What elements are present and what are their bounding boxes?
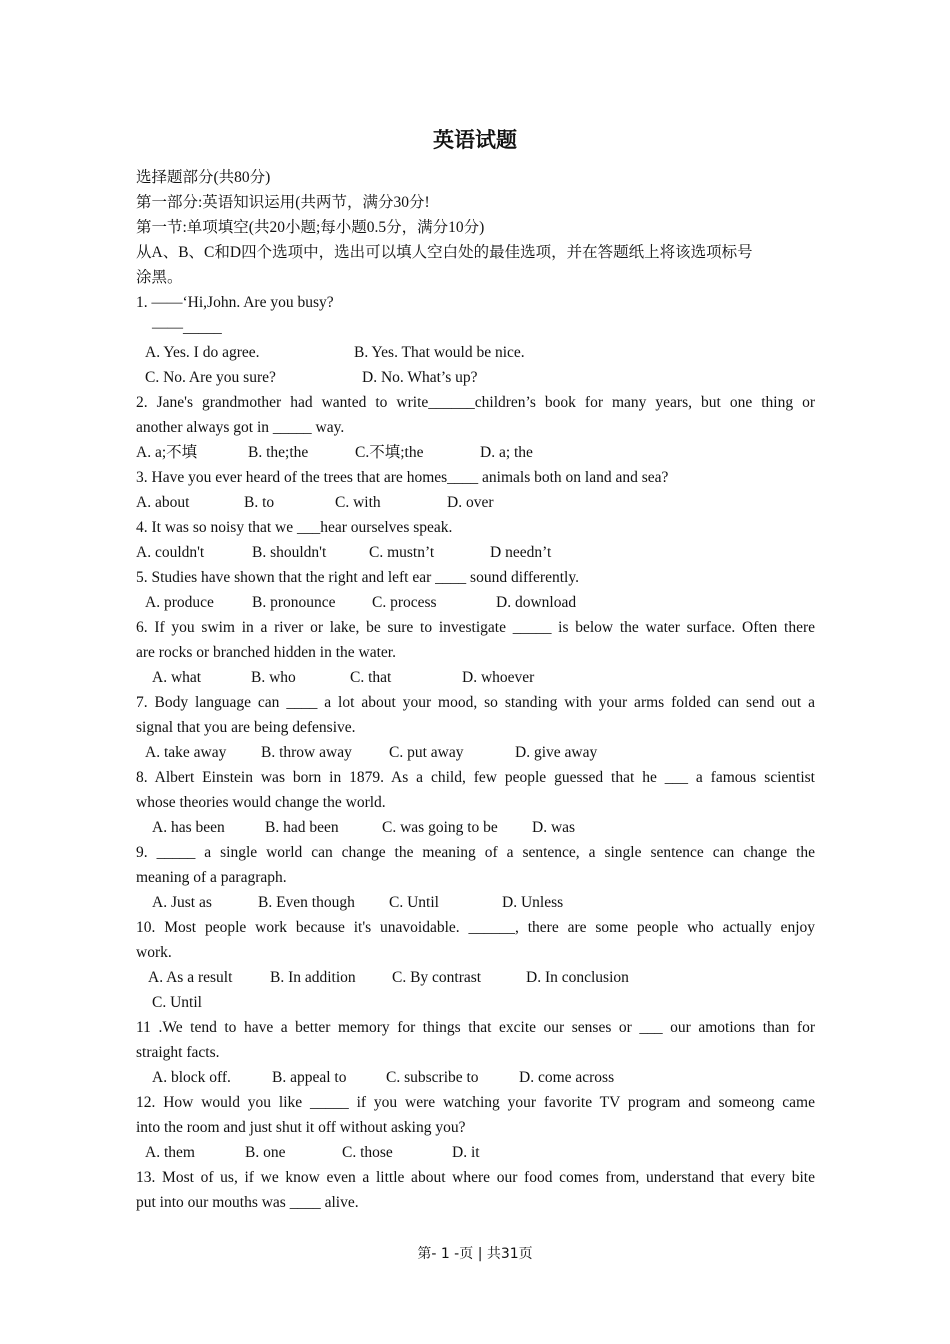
question-1-stem: 1. ——‘Hi,John. Are you busy? xyxy=(136,294,334,311)
question-11-stem: straight facts. xyxy=(136,1044,220,1061)
option-b: B. Yes. That would be nice. xyxy=(354,344,525,361)
option-b: B. throw away xyxy=(261,744,352,761)
option-a: A. about xyxy=(136,494,190,511)
option-c: C. process xyxy=(372,594,437,611)
option-d: D needn’t xyxy=(490,544,552,561)
question-1-reply: ——_____ xyxy=(152,319,222,336)
option-c: C. By contrast xyxy=(392,969,482,986)
option-a: A. produce xyxy=(145,594,214,611)
option-b: B. appeal to xyxy=(272,1069,347,1086)
option-d: D. was xyxy=(532,819,576,836)
option-a: A. block off. xyxy=(152,1069,231,1086)
option-c: C. mustn’t xyxy=(369,544,435,561)
section-header: 第一部分:英语知识运用(共两节，满分30分! xyxy=(136,194,430,211)
option-a: A. a;不填 xyxy=(136,444,198,461)
question-9-stem: meaning of a paragraph. xyxy=(136,869,287,886)
question-13-stem: 13. Most of us, if we know even a little about where our food comes from, understand that every bite xyxy=(136,1169,815,1186)
option-c: C. with xyxy=(335,494,381,511)
option-d: D. a; the xyxy=(480,444,533,461)
option-c: C. Until xyxy=(389,894,439,911)
question-6-stem: 6. If you swim in a river or lake, be sure to investigate _____ is below the water surface. Often there xyxy=(136,619,815,636)
option-c: C. No. Are you sure? xyxy=(145,369,276,386)
section-header: 第一节:单项填空(共20小题;每小题0.5分，满分10分) xyxy=(136,219,485,236)
option-d: D. come across xyxy=(519,1069,615,1086)
option-a: A. As a result xyxy=(148,969,233,986)
question-8-stem: 8. Albert Einstein was born in 1879. As a child, few people guessed that he ___ a famous scientist xyxy=(136,769,815,786)
option-d: D. whoever xyxy=(462,669,535,686)
question-5-stem: 5. Studies have shown that the right and left ear ____ sound differently. xyxy=(136,569,579,586)
option-d: D. No. What’s up? xyxy=(362,369,478,386)
option-b: B. shouldn't xyxy=(252,544,327,561)
option-a: A. Just as xyxy=(152,894,212,911)
question-2-stem: another always got in _____ way. xyxy=(136,419,345,436)
question-3-stem: 3. Have you ever heard of the trees that are homes____ animals both on land and sea? xyxy=(136,469,669,486)
question-8-stem: whose theories would change the world. xyxy=(136,794,386,811)
option-b: B. who xyxy=(251,669,296,686)
question-13-stem: put into our mouths was ____ alive. xyxy=(136,1194,359,1211)
option-d: D. it xyxy=(452,1144,480,1161)
page-title: 英语试题 xyxy=(433,128,517,152)
option-d: D. Unless xyxy=(502,894,564,911)
option-a: A. them xyxy=(145,1144,195,1161)
option-c: C. that xyxy=(350,669,392,686)
option-a: A. what xyxy=(152,669,202,686)
option-a: A. has been xyxy=(152,819,225,836)
option-b: B. to xyxy=(244,494,275,511)
option-d: D. over xyxy=(447,494,494,511)
option-a: A. Yes. I do agree. xyxy=(145,344,260,361)
option-c: C. was going to be xyxy=(382,819,498,836)
question-11-stem: 11 .We tend to have a better memory for things that excite our senses or ___ our amotions than for xyxy=(136,1019,815,1036)
option-c: C.不填;the xyxy=(355,444,424,461)
section-header: 选择题部分(共80分) xyxy=(136,169,271,186)
question-10-stem: 10. Most people work because it's unavoidable. ______, there are some people who actually enjoy xyxy=(136,919,815,936)
instructions: 涂黑。 xyxy=(136,269,183,286)
option-b: B. Even though xyxy=(258,894,355,911)
question-7-stem: signal that you are being defensive. xyxy=(136,719,356,736)
option-d: D. download xyxy=(496,594,577,611)
option-a: A. couldn't xyxy=(136,544,205,561)
question-9-stem: 9. _____ a single world can change the meaning of a sentence, a single sentence can change the xyxy=(136,844,815,861)
question-12-stem: into the room and just shut it off without asking you? xyxy=(136,1119,466,1136)
option-d: D. give away xyxy=(515,744,598,761)
option-c: C. put away xyxy=(389,744,464,761)
option-a: A. take away xyxy=(145,744,227,761)
option-extra: C. Until xyxy=(152,994,202,1011)
option-c: C. subscribe to xyxy=(386,1069,479,1086)
question-7-stem: 7. Body language can ____ a lot about your mood, so standing with your arms folded can send out a xyxy=(136,694,815,711)
option-b: B. the;the xyxy=(248,444,309,461)
question-2-stem: 2. Jane's grandmother had wanted to write______children’s book for many years, but one thing or xyxy=(136,394,815,411)
option-d: D. In conclusion xyxy=(526,969,629,986)
option-c: C. those xyxy=(342,1144,393,1161)
question-10-stem: work. xyxy=(136,944,172,961)
option-b: B. one xyxy=(245,1144,286,1161)
page-footer: 第- 1 -页 | 共31页 xyxy=(417,1246,533,1262)
option-b: B. In addition xyxy=(270,969,356,986)
instructions: 从A、B、C和D四个选项中，选出可以填人空白处的最佳选项，并在答题纸上将该选项标号 xyxy=(136,244,753,261)
question-12-stem: 12. How would you like _____ if you were watching your favorite TV program and someong came xyxy=(136,1094,815,1111)
option-b: B. had been xyxy=(265,819,339,836)
question-6-stem: are rocks or branched hidden in the water. xyxy=(136,644,396,661)
option-b: B. pronounce xyxy=(252,594,336,611)
question-4-stem: 4. It was so noisy that we ___hear ourselves speak. xyxy=(136,519,453,536)
